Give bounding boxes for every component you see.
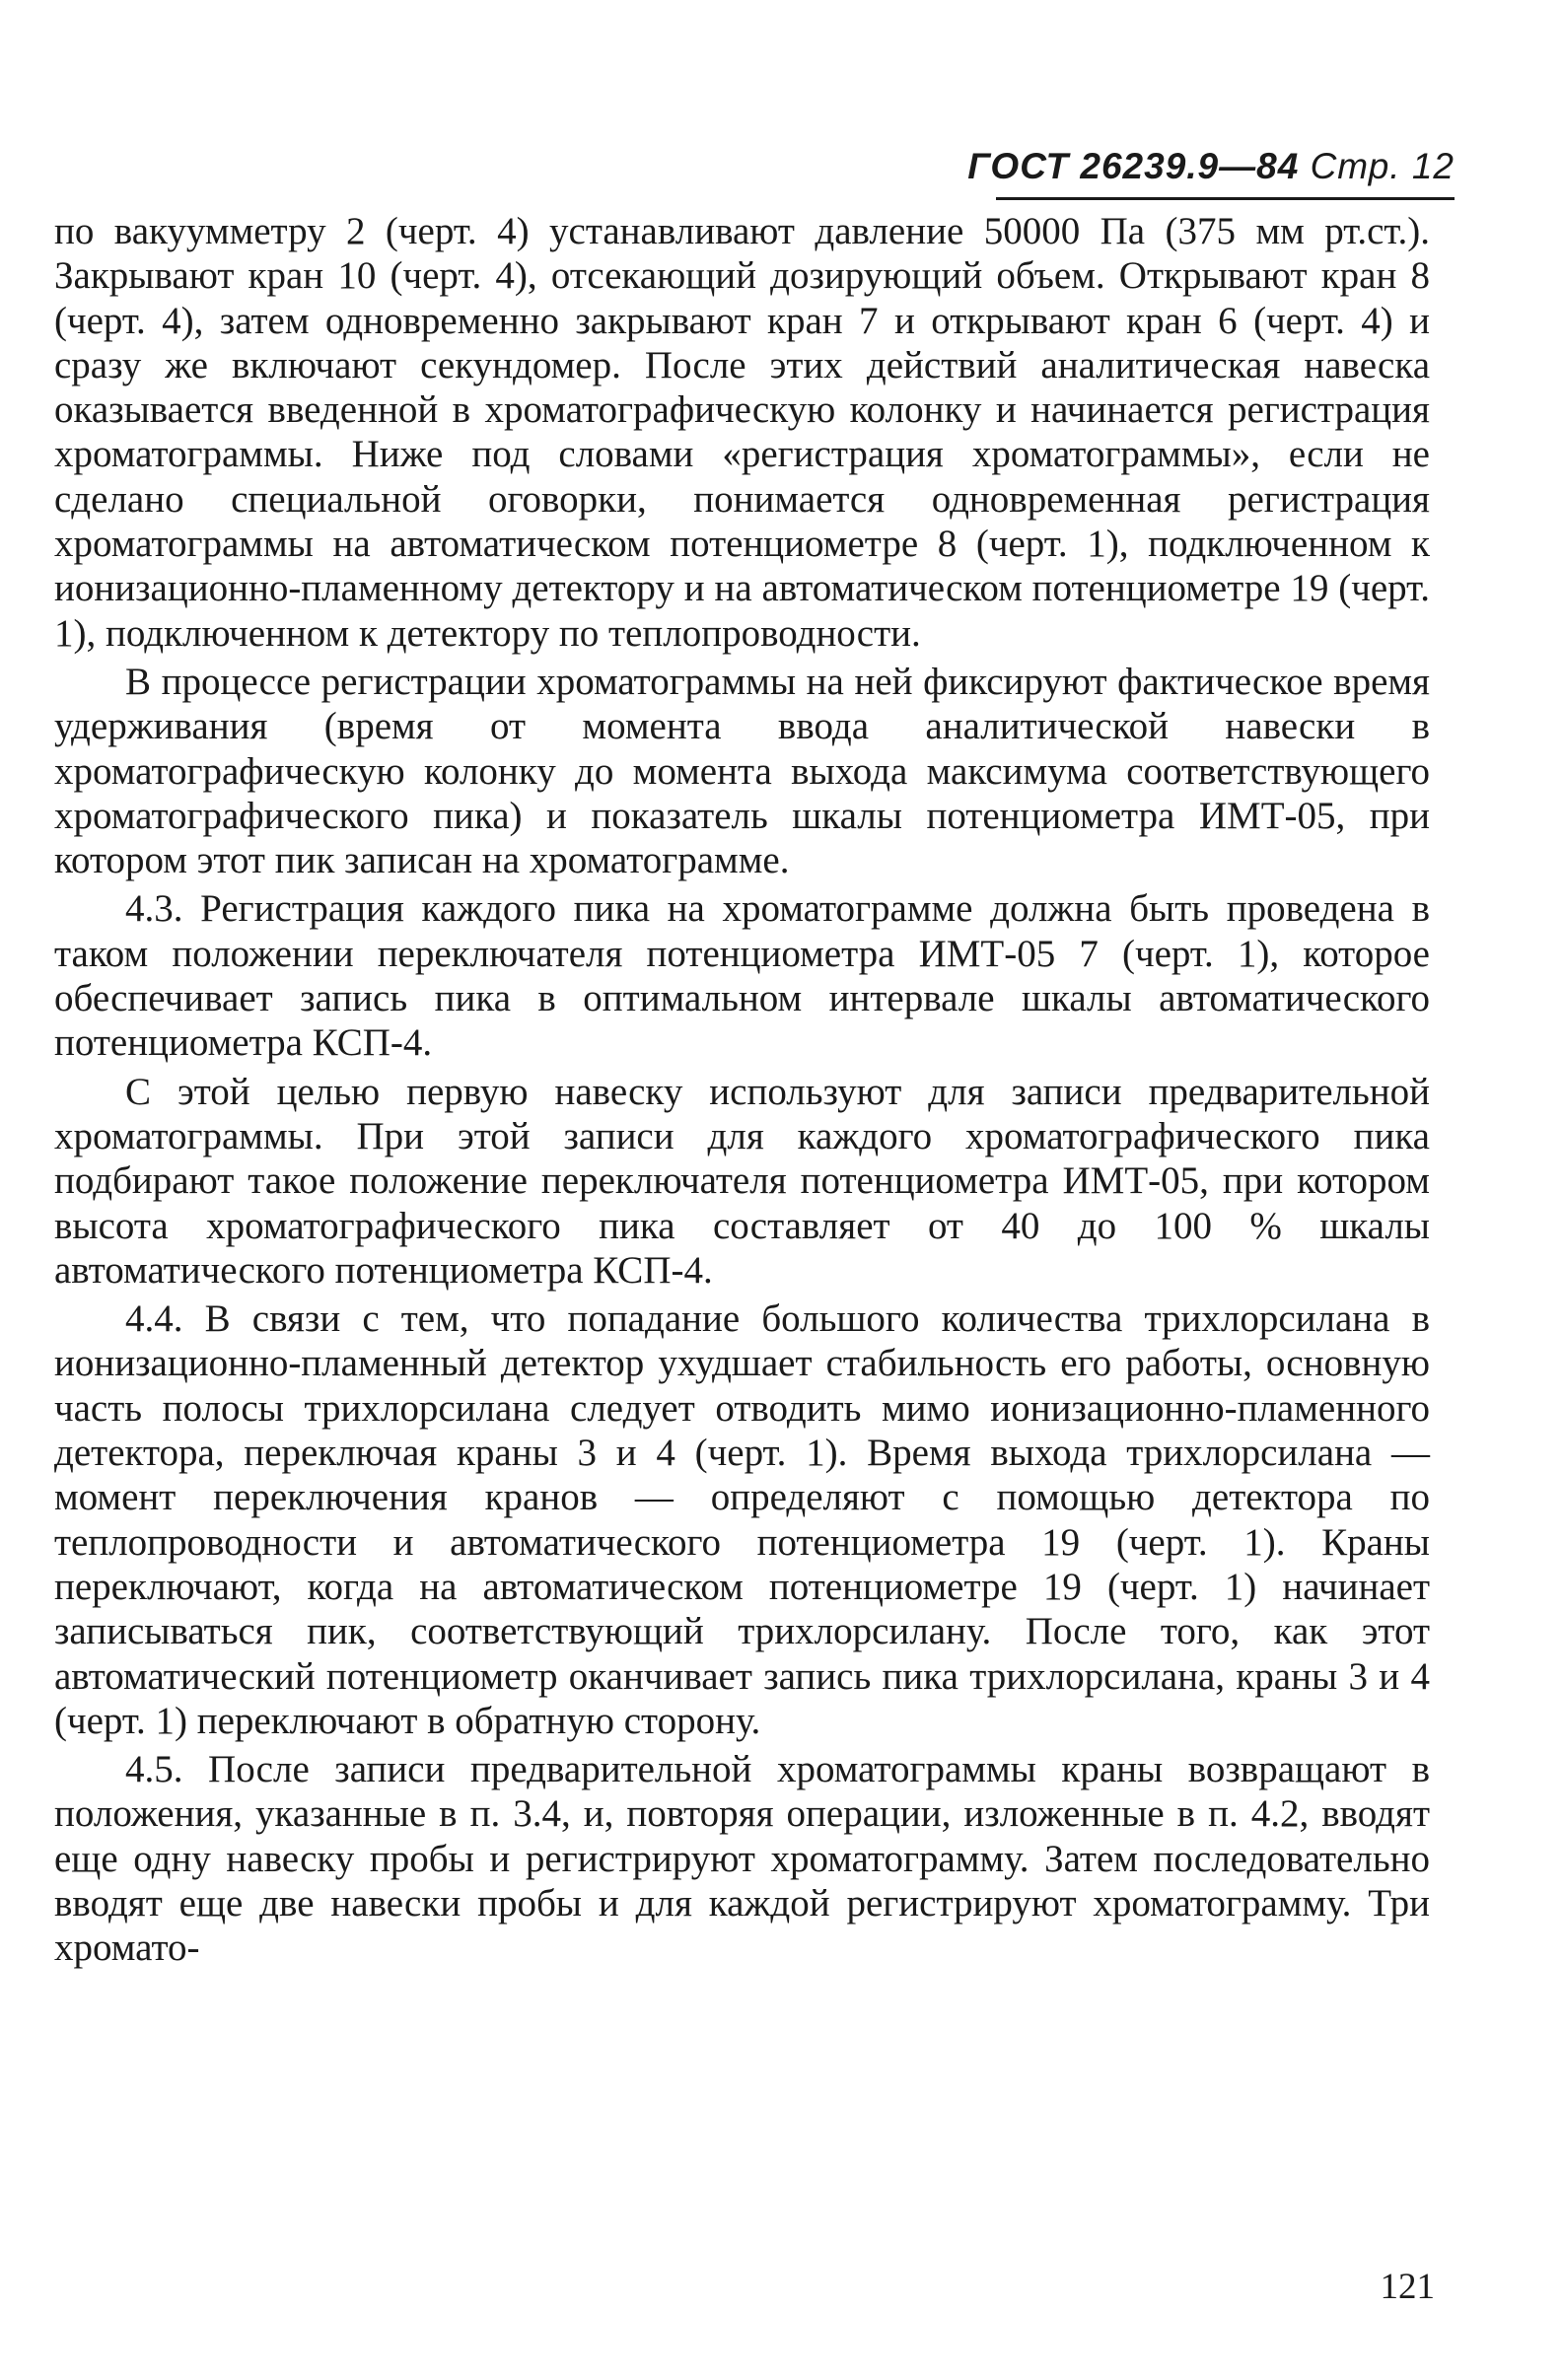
header-page-label: Стр. 12 bbox=[1310, 146, 1455, 186]
paragraph: 4.5. После записи предварительной хроматограммы краны возвращают в положения, указанные в п. 3.4, и, повторяя операции, изложенные в п. 4.2, вводят еще одну навеску пробы и регистрируют хроматограмму. Затем последовательно вводят еще две навески пробы и для каждой регистрируют хроматограмму. Три хромато- bbox=[54, 1748, 1430, 1970]
paragraph: 4.4. В связи с тем, что попадание большого количества трихлорсилана в ионизационно-пламенный детектор ухудшает стабильность его работы, основную часть полосы трихлорсилана следует отводить мимо ионизационно-пламенного детектора, переключая краны 3 и 4 (черт. 1). Время выхода трихлорсилана — момент переключения кранов — определяют с помощью детектора по теплопроводности и автоматического потенциометра 19 (черт. 1). Краны переключают, когда на автоматическом потенциометре 19 (черт. 1) начинает записываться пик, соответствующий трихлорсилану. После того, как этот автоматический потенциометр оканчивает запись пика трихлорсилана, краны 3 и 4 (черт. 1) переключают в обратную сторону. bbox=[54, 1297, 1430, 1742]
document-id: ГОСТ 26239.9—84 bbox=[967, 146, 1300, 186]
paragraph: 4.3. Регистрация каждого пика на хроматограмме должна быть проведена в таком положении переключателя потенциометра ИМТ-05 7 (черт. 1), которое обеспечивает запись пика в оптимальном интервале шкалы автоматического потенциометра КСП-4. bbox=[54, 887, 1430, 1065]
paragraph: С этой целью первую навеску используют для записи предварительной хроматограммы. При этой записи для каждого хроматографического пика подбирают такое положение переключателя потенциометра ИМТ-05, при котором высота хроматографического пика составляет от 40 до 100 % шкалы автоматического потенциометра КСП-4. bbox=[54, 1070, 1430, 1292]
paragraph: по вакуумметру 2 (черт. 4) устанавливают давление 50000 Па (375 мм рт.ст.). Закрывают кран 10 (черт. 4), отсекающий дозирующий объем. Открывают кран 8 (черт. 4), затем одновременно закрывают кран 7 и открывают кран 6 (черт. 4) и сразу же включают секундомер. После этих действий аналитическая навеска оказывается введенной в хроматографическую колонку и начинается регистрация хроматограммы. Ниже под словами «регистрация хроматограммы», если не сделано специальной оговорки, понимается одновременная регистрация хроматограммы на автоматическом потенциометре 8 (черт. 1), подключенном к ионизационно-пламенному детектору и на автоматическом потенциометре 19 (черт. 1), подключенном к детектору по теплопроводности. bbox=[54, 210, 1430, 655]
paragraph: В процессе регистрации хроматограммы на ней фиксируют фактическое время удерживания (время от момента ввода аналитической навески в хроматографическую колонку до момента выхода максимума соответствующего хроматографического пика) и показатель шкалы потенциометра ИМТ-05, при котором этот пик записан на хроматограмме. bbox=[54, 660, 1430, 882]
header-rule bbox=[996, 197, 1455, 200]
running-header bbox=[59, 146, 1455, 187]
body-text bbox=[54, 209, 1430, 1975]
page-number: 121 bbox=[1380, 2267, 1435, 2307]
